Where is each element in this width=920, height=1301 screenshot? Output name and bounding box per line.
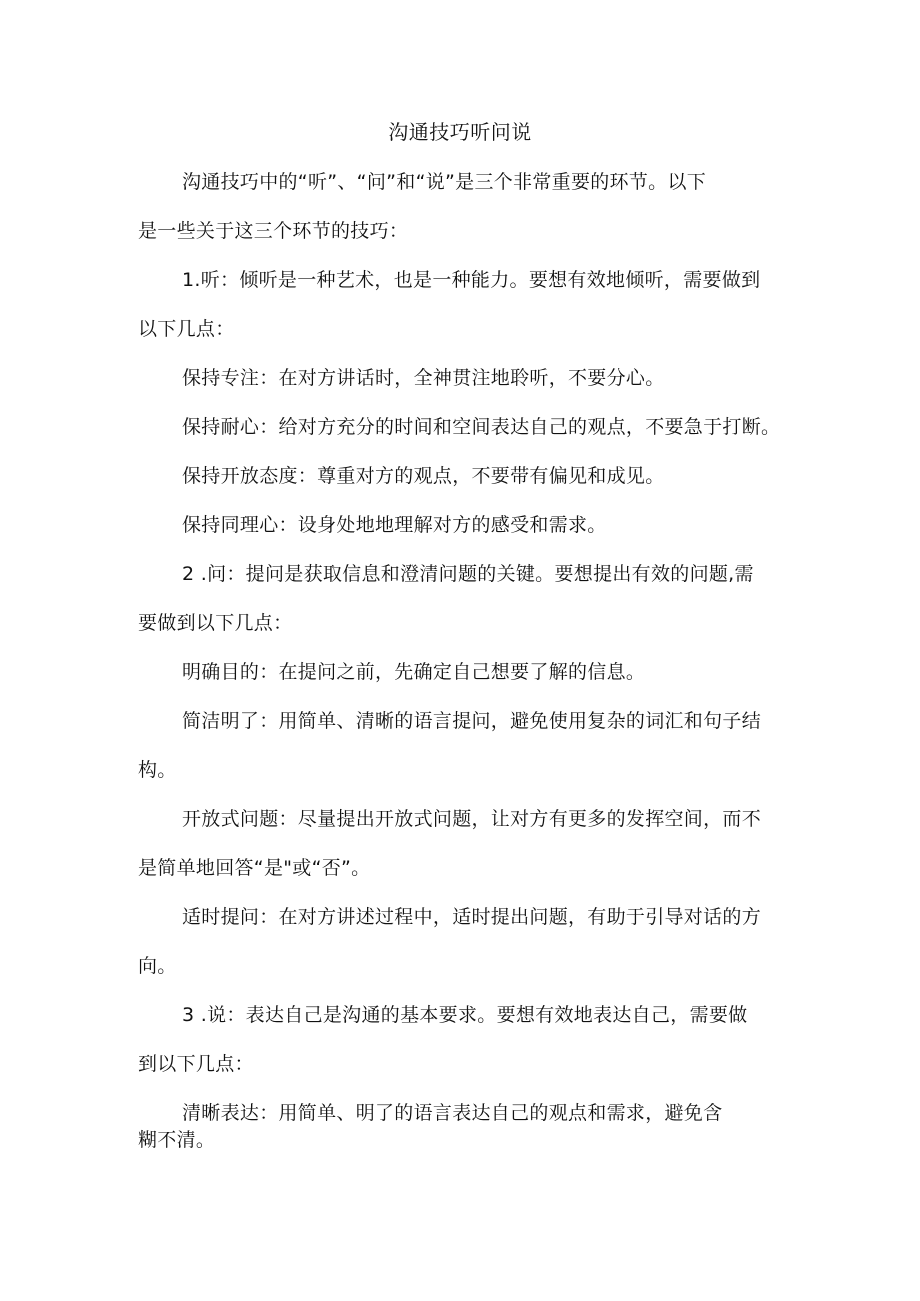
paragraph-line: 构。 <box>138 759 177 781</box>
paragraph-line: 以下几点： <box>138 318 235 340</box>
paragraph-line: 糊不清。 <box>138 1129 216 1151</box>
paragraph-line: 保持专注：在对方讲话时，全神贯注地聆听，不要分心。 <box>182 367 665 389</box>
paragraph-line: 是简单地回答“是"或“否”。 <box>138 857 371 879</box>
paragraph-line: 保持耐心：给对方充分的时间和空间表达自己的观点，不要急于打断。 <box>182 416 781 438</box>
paragraph-line: 明确目的：在提问之前，先确定自己想要了解的信息。 <box>182 661 646 683</box>
document-title: 沟通技巧听问说 <box>388 120 532 144</box>
paragraph-line: 到以下几点： <box>138 1053 254 1075</box>
paragraph-line: 开放式问题：尽量提出开放式问题，让对方有更多的发挥空间，而不 <box>182 808 762 830</box>
paragraph-line: 保持同理心：设身处地地理解对方的感受和需求。 <box>182 514 607 536</box>
paragraph-line: 适时提问：在对方讲述过程中，适时提出问题，有助于引导对话的方 <box>182 906 762 928</box>
paragraph-line: 2 .问：提问是获取信息和澄清问题的关键。要想提出有效的问题,需 <box>182 563 754 585</box>
paragraph-line: 要做到以下几点： <box>138 612 293 634</box>
paragraph-line: 3 .说：表达自己是沟通的基本要求。要想有效地表达自己，需要做 <box>182 1004 748 1026</box>
paragraph-line: 沟通技巧中的“听”、“问”和“说”是三个非常重要的环节。以下 <box>182 171 707 193</box>
paragraph-line: 是一些关于这三个环节的技巧： <box>138 220 409 242</box>
paragraph-line: 简洁明了：用简单、清晰的语言提问，避免使用复杂的词汇和句子结 <box>182 710 762 732</box>
paragraph-line: 向。 <box>138 955 177 977</box>
paragraph-line: 保持开放态度：尊重对方的观点，不要带有偏见和成见。 <box>182 465 665 487</box>
paragraph-line: 清晰表达：用简单、明了的语言表达自己的观点和需求，避免含 <box>182 1102 723 1124</box>
paragraph-line: 1.听：倾听是一种艺术，也是一种能力。要想有效地倾听，需要做到 <box>182 269 761 291</box>
